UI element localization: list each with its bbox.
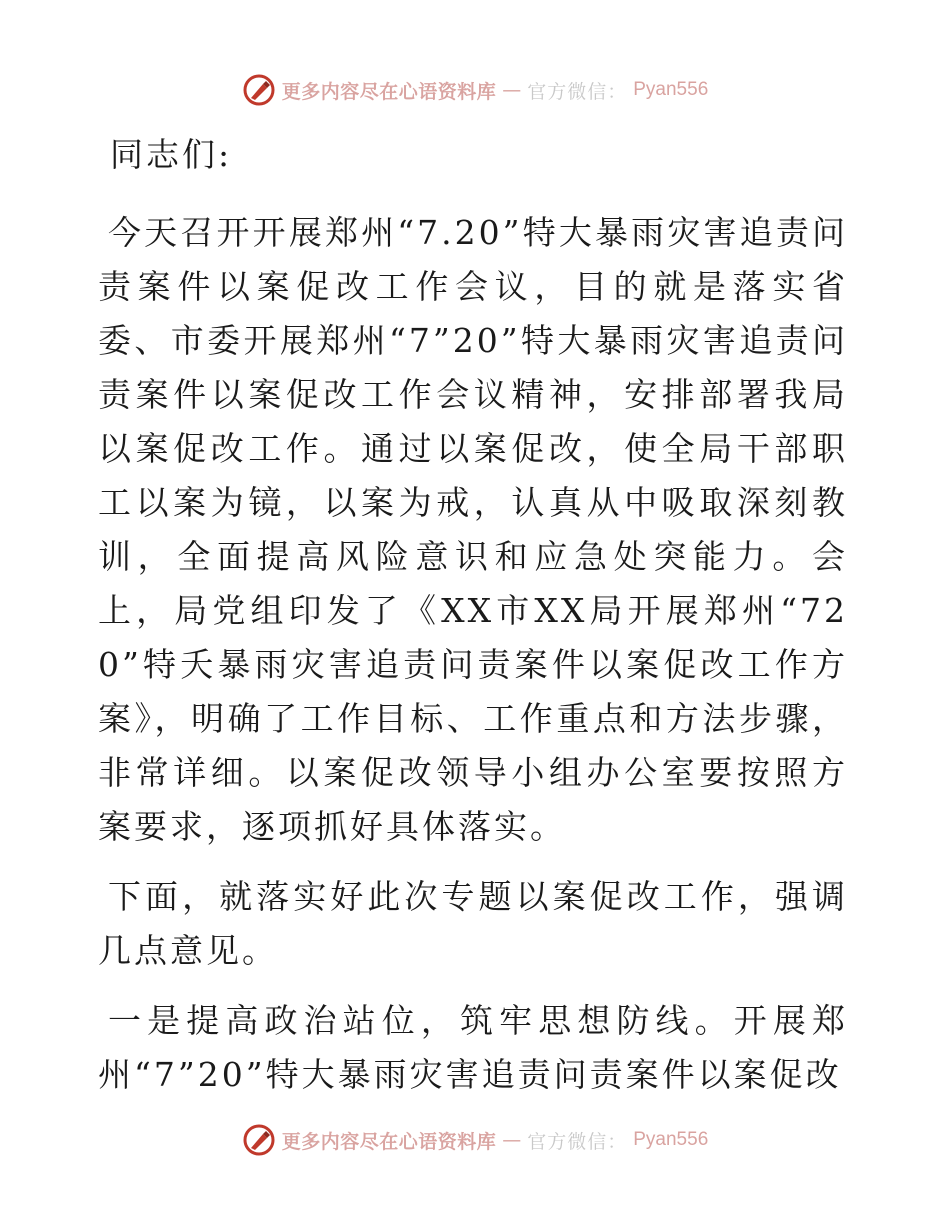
pen-logo-icon (242, 73, 276, 107)
watermark-official-label: 官方微信： (527, 80, 628, 103)
pen-logo-icon (242, 1123, 276, 1157)
document-body (98, 118, 848, 1102)
watermark-site-name: 更多内容尽在心语资料库 (281, 80, 497, 103)
watermark-header (0, 70, 950, 110)
watermark-wechat-id: Pyan556 (633, 79, 709, 100)
watermark-official-label: 官方微信： (527, 1130, 628, 1153)
watermark-dash: — (502, 79, 522, 101)
watermark-footer (0, 1120, 950, 1160)
watermark-site-name: 更多内容尽在心语资料库 (281, 1130, 497, 1153)
paragraph-intro: 今天召开开展郑州“7.20”特大暴雨灾害追责问责案件以案促改工作会议，目的就是落实省委、市委开展郑州“7”20”特大暴雨灾害追责问责案件以案促改工作会议精神，安排部署我局以案促改工作。通过以案促改，使全局干部职工以案为镜，以案为戒，认真从中吸取深刻教训，全面提高风险意识和应急处突能力。会上，局党组印发了《XX市XX局开展郑州“720”特夭暴雨灾害追责问责案件以案促改工作方案》，明确了工作目标、工作重点和方法步骤，非常详细。以案促改领导小组办公室要按照方案要求，逐项抓好具体落实。 (98, 213, 848, 846)
paragraph-transition: 下面，就落实好此次专题以案促改工作，强调几点意见。 (98, 877, 848, 970)
watermark-wechat-id: Pyan556 (633, 1129, 709, 1150)
watermark-dash: — (502, 1129, 522, 1151)
salutation: 同志们: (110, 135, 233, 174)
paragraph-point-one: 一是提高政治站位，筑牢思想防线。开展郑州“7”20”特大暴雨灾害追责问责案件以案促改 (98, 1001, 848, 1094)
